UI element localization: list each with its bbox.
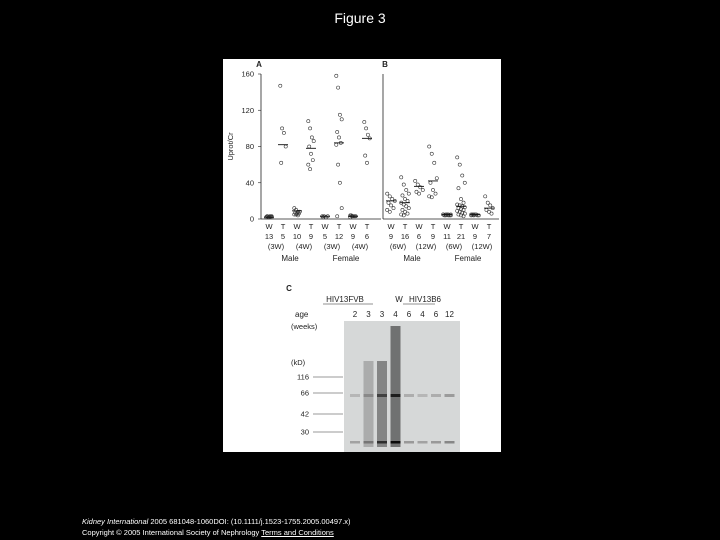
gel-smear: [364, 361, 374, 447]
data-point: [431, 188, 434, 191]
category-genotype: T: [336, 222, 342, 231]
lane-age-label: 4: [393, 310, 398, 319]
gel-band: [364, 441, 374, 444]
data-point: [281, 127, 284, 130]
group-label: Male: [403, 254, 421, 263]
data-point: [340, 207, 343, 210]
data-point: [489, 204, 492, 207]
group-label: Female: [454, 254, 482, 263]
data-point: [364, 154, 367, 157]
gel-band: [445, 394, 455, 397]
data-point: [335, 143, 338, 146]
data-point: [338, 113, 341, 116]
gel-smear: [377, 361, 387, 447]
citation-text: 2005 681048-1060DOI: (10.1111/j.1523-1755.2005.00497.x): [148, 517, 351, 526]
data-point: [401, 194, 404, 197]
figure-footer: [82, 516, 682, 538]
gel-band: [431, 394, 441, 397]
category-genotype: W: [293, 222, 301, 231]
data-point: [365, 161, 368, 164]
category-n: 9: [388, 232, 394, 241]
category-n: 5: [322, 232, 328, 241]
category-age: (12W): [471, 242, 493, 251]
lane-age-label: 6: [433, 310, 439, 319]
data-point: [366, 133, 369, 136]
lane-age-label: 3: [379, 310, 385, 319]
data-point: [406, 212, 409, 215]
data-point: [428, 145, 431, 148]
category-age: (6W): [445, 242, 463, 251]
y-tick-label: 120: [241, 105, 254, 115]
data-point: [336, 215, 339, 218]
data-point: [400, 176, 403, 179]
group-label: Female: [332, 254, 360, 263]
data-point: [279, 84, 282, 87]
data-point: [308, 145, 311, 148]
category-genotype: T: [486, 222, 492, 231]
category-age: (3W): [323, 242, 341, 251]
panel-a-label: A: [256, 60, 262, 69]
age-row-label: age: [295, 310, 309, 319]
data-point: [284, 145, 287, 148]
category-genotype: W: [349, 222, 357, 231]
category-n: 10: [292, 232, 302, 241]
gel-image: [344, 321, 460, 452]
category-genotype: W: [443, 222, 451, 231]
category-genotype: T: [280, 222, 286, 231]
data-point: [309, 127, 312, 130]
gel-band: [377, 441, 387, 444]
data-point: [486, 201, 489, 204]
category-n: 13: [264, 232, 274, 241]
data-point: [407, 192, 410, 195]
panel-c-label: C: [286, 284, 292, 293]
category-genotype: T: [364, 222, 370, 231]
category-genotype: W: [387, 222, 395, 231]
data-point: [405, 188, 408, 191]
data-point: [435, 177, 438, 180]
data-point: [387, 201, 390, 204]
category-n: 9: [308, 232, 314, 241]
gel-band: [418, 394, 428, 397]
strain-label: W: [395, 295, 403, 304]
category-genotype: T: [458, 222, 464, 231]
category-n: 16: [400, 232, 410, 241]
data-point: [456, 156, 459, 159]
gel-band: [364, 394, 374, 397]
y-tick-label: 80: [245, 142, 254, 151]
figure-title: Figure 3: [334, 10, 386, 26]
data-point: [335, 74, 338, 77]
group-label: Male: [281, 254, 299, 263]
lane-age-label: 12: [445, 310, 454, 319]
data-point: [386, 192, 389, 195]
category-n: 21: [456, 232, 466, 241]
data-point: [461, 174, 464, 177]
journal-name: Kidney International: [82, 517, 149, 526]
data-point: [337, 86, 340, 89]
data-point: [434, 192, 437, 195]
category-genotype: W: [265, 222, 273, 231]
category-n: 12: [334, 232, 344, 241]
gel-smear: [391, 326, 401, 447]
data-point: [407, 207, 410, 210]
data-point: [389, 204, 392, 207]
mw-unit-label: (kD): [291, 358, 306, 367]
gel-band: [350, 441, 360, 444]
data-point: [406, 199, 409, 202]
data-point: [457, 187, 460, 190]
copyright-text: Copyright © 2005 International Society of Nephrology: [82, 528, 262, 537]
copyright-line: [82, 527, 682, 538]
category-age: (12W): [415, 242, 437, 251]
category-n: 11: [443, 232, 451, 241]
data-point: [309, 168, 312, 171]
lane-age-label: 3: [366, 310, 371, 319]
y-tick-label: 160: [241, 69, 254, 79]
category-n: 6: [364, 232, 370, 241]
mw-marker-label: 42: [300, 409, 309, 419]
data-point: [340, 118, 343, 121]
category-n: 9: [430, 232, 436, 241]
lane-age-label: 4: [420, 310, 425, 319]
mw-marker-label: 116: [297, 372, 309, 382]
gel-band: [391, 441, 401, 444]
data-point: [310, 136, 313, 139]
data-point: [392, 207, 395, 210]
category-genotype: T: [402, 222, 408, 231]
data-point: [416, 183, 419, 186]
data-point: [463, 181, 466, 184]
category-n: 7: [486, 232, 492, 241]
data-point: [402, 183, 405, 186]
data-point: [312, 139, 315, 142]
category-genotype: W: [321, 222, 329, 231]
strain-label: HIV13B6: [408, 295, 442, 304]
data-point: [337, 136, 340, 139]
data-point: [363, 120, 366, 123]
category-n: 9: [472, 232, 478, 241]
data-point: [433, 161, 436, 164]
gel-band: [445, 441, 455, 444]
data-point: [338, 181, 341, 184]
y-tick-label: 40: [245, 178, 254, 188]
category-n: 6: [416, 232, 422, 241]
y-tick-label: 0: [249, 214, 254, 224]
category-age: (4W): [351, 242, 369, 251]
gel-band: [350, 394, 360, 397]
citation-line: [82, 516, 682, 527]
data-point: [388, 195, 391, 198]
gel-band: [404, 441, 414, 444]
gel-band: [377, 394, 387, 397]
y-axis-label: Uprot/Cr: [226, 132, 235, 161]
data-point: [414, 179, 417, 182]
data-point: [311, 158, 314, 161]
lane-age-label: 2: [352, 310, 358, 319]
category-genotype: T: [430, 222, 436, 231]
category-n: 9: [350, 232, 356, 241]
data-point: [280, 161, 283, 164]
data-point: [459, 197, 462, 200]
age-row-unit: (weeks): [291, 322, 318, 331]
category-age: (3W): [267, 242, 285, 251]
data-point: [293, 207, 296, 210]
strain-label: HIV13FVB: [326, 295, 364, 304]
data-point: [490, 212, 493, 215]
data-point: [337, 163, 340, 166]
data-point: [307, 163, 310, 166]
category-age: (6W): [389, 242, 407, 251]
category-genotype: W: [415, 222, 423, 231]
data-point: [307, 120, 310, 123]
figure-composite: [223, 59, 501, 452]
mw-marker-label: 66: [300, 388, 309, 398]
gel-band: [391, 394, 401, 397]
data-point: [462, 201, 465, 204]
mw-marker-label: 30: [300, 427, 309, 437]
category-n: 5: [280, 232, 286, 241]
data-point: [429, 181, 432, 184]
data-point: [336, 130, 339, 133]
terms-link[interactable]: Terms and Conditions: [261, 528, 334, 537]
data-point: [282, 131, 285, 134]
gel-band: [431, 441, 441, 444]
panel-b-label: B: [382, 60, 388, 69]
data-point: [309, 152, 312, 155]
data-point: [417, 192, 420, 195]
data-point: [430, 152, 433, 155]
data-point: [484, 195, 487, 198]
gel-band: [404, 394, 414, 397]
category-age: (4W): [295, 242, 313, 251]
category-genotype: T: [308, 222, 314, 231]
data-point: [458, 163, 461, 166]
data-point: [365, 127, 368, 130]
category-genotype: W: [471, 222, 479, 231]
data-point: [421, 188, 424, 191]
figure-panel: [223, 59, 501, 452]
data-point: [388, 210, 391, 213]
gel-band: [418, 441, 428, 444]
lane-age-label: 6: [406, 310, 412, 319]
